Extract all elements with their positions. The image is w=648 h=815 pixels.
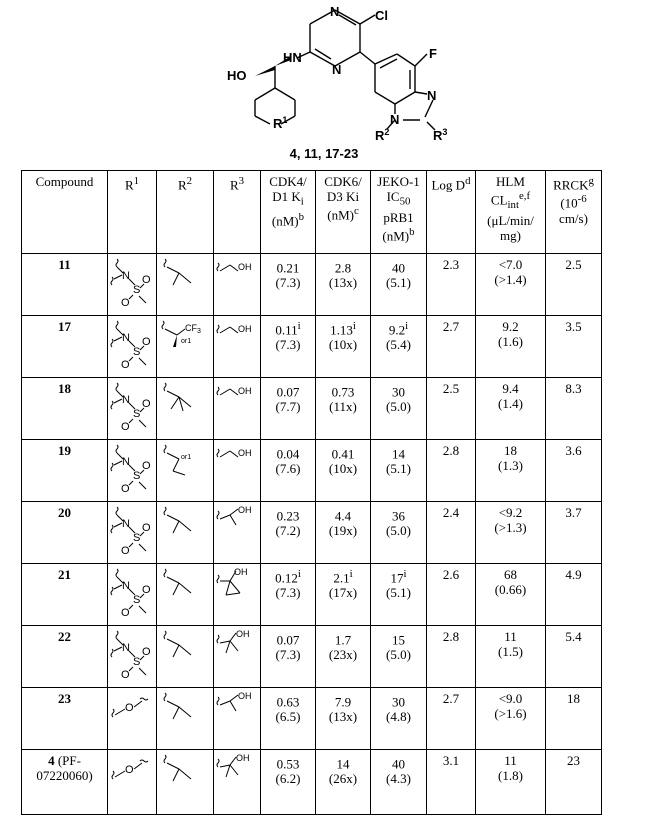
- sulfonamide-structure: [110, 319, 154, 375]
- ether-structure: [110, 691, 154, 731]
- header-hlm: HLM $CL_{int}^{e,f}$ (μL/min/ mg): [476, 171, 546, 254]
- cdk4-cell: 0.63 (6.5): [261, 688, 316, 750]
- fluoro-label: F: [429, 46, 437, 61]
- cdk4-cell: 0.11$^i$ (7.3): [261, 316, 316, 378]
- logd-cell: 2.3: [427, 254, 476, 316]
- r3-label: $R^3$: [433, 127, 448, 142]
- svg-text:O: O: [121, 297, 130, 309]
- compound-cell: 18: [22, 378, 108, 440]
- svg-text:N: N: [122, 394, 130, 406]
- svg-text:OH: OH: [238, 262, 252, 272]
- svg-text:O: O: [121, 421, 130, 433]
- logd-cell: 2.8: [427, 626, 476, 688]
- r2-label: $R^2$: [375, 127, 390, 142]
- svg-text:O: O: [121, 483, 130, 495]
- logd-cell: 2.8: [427, 440, 476, 502]
- jeko-cell: 17$^i$ (5.1): [371, 564, 427, 626]
- svg-text:O: O: [125, 702, 134, 714]
- svg-text:N: N: [122, 642, 130, 654]
- scaffold-structure: [215, 2, 455, 142]
- rrck-cell: 2.5: [546, 254, 602, 316]
- r2-cell: [157, 254, 214, 316]
- sulfonamide-structure: [110, 443, 154, 499]
- isopropyl-structure: [159, 567, 203, 603]
- cdk6-cell: 0.73 (11x): [316, 378, 371, 440]
- sulfonamide-structure: [110, 257, 154, 313]
- r1-cell: [108, 750, 157, 815]
- hlm-cell: 18 (1.3): [476, 440, 546, 502]
- svg-text:O: O: [142, 584, 151, 596]
- r1-cell: [108, 564, 157, 626]
- svg-text:O: O: [125, 764, 134, 776]
- rrck-cell: 3.6: [546, 440, 602, 502]
- r3-cell: [214, 626, 261, 688]
- table-row: [22, 254, 602, 316]
- svg-text:N: N: [122, 270, 130, 282]
- logd-cell: 2.7: [427, 688, 476, 750]
- svg-text:N: N: [122, 518, 130, 530]
- hydroxymethyl-structure: [216, 443, 258, 475]
- svg-text:O: O: [121, 669, 130, 681]
- hlm-cell: 9.4 (1.4): [476, 378, 546, 440]
- r3-cell: [214, 254, 261, 316]
- hlm-cell: 11 (1.8): [476, 750, 546, 815]
- isopropyl-structure: [159, 753, 203, 789]
- r2-cell: [157, 378, 214, 440]
- svg-text:S: S: [133, 408, 141, 420]
- svg-text:O: O: [121, 545, 130, 557]
- svg-text:OH: OH: [234, 567, 248, 577]
- svg-text:OH: OH: [238, 386, 252, 396]
- hydroxyethyl-structure: [216, 505, 258, 537]
- r2-cell: [157, 440, 214, 502]
- cdk6-cell: 2.1$^i$ (17x): [316, 564, 371, 626]
- rrck-cell: 3.5: [546, 316, 602, 378]
- isopropyl-structure: [159, 505, 203, 541]
- table-row: [22, 502, 602, 564]
- r1-cell: [108, 502, 157, 564]
- nh-label: HN: [283, 50, 302, 65]
- cdk4-cell: 0.23 (7.2): [261, 502, 316, 564]
- jeko-cell: 30 (5.0): [371, 378, 427, 440]
- compound-cell: 23: [22, 688, 108, 750]
- rrck-cell: 18: [546, 688, 602, 750]
- isopropyl-structure: [159, 691, 203, 727]
- hlm-cell: 11 (1.5): [476, 626, 546, 688]
- cdk6-cell: 14 (26x): [316, 750, 371, 815]
- r2-cell: [157, 502, 214, 564]
- r2-cell: [157, 564, 214, 626]
- r3-cell: [214, 378, 261, 440]
- sulfonamide-structure: [110, 567, 154, 623]
- cdk4-cell: 0.04 (7.6): [261, 440, 316, 502]
- rrck-cell: 5.4: [546, 626, 602, 688]
- cdk4-cell: 0.07 (7.7): [261, 378, 316, 440]
- compound-cell: 19: [22, 440, 108, 502]
- compound-cell: 22: [22, 626, 108, 688]
- header-logd: Log $D^d$: [427, 171, 476, 254]
- svg-text:S: S: [133, 656, 141, 668]
- svg-text:OH: OH: [238, 691, 252, 701]
- svg-text:S: S: [133, 532, 141, 544]
- svg-text:O: O: [142, 398, 151, 410]
- jeko-cell: 36 (5.0): [371, 502, 427, 564]
- header-compound: Compound: [22, 171, 108, 254]
- pyrimidine-n2-label: N: [332, 62, 342, 77]
- r3-cell: [214, 564, 261, 626]
- svg-text:N: N: [122, 580, 130, 592]
- r3-cell: [214, 440, 261, 502]
- logd-cell: 2.4: [427, 502, 476, 564]
- sulfonamide-structure: [110, 381, 154, 437]
- svg-text:OH: OH: [236, 629, 250, 639]
- r2-cell: [157, 316, 214, 378]
- r1-cell: [108, 440, 157, 502]
- sulfonamide-structure: [110, 505, 154, 561]
- svg-text:O: O: [121, 607, 130, 619]
- svg-text:CF3: $CF_3$: [185, 323, 201, 335]
- r2-cell: [157, 688, 214, 750]
- compound-cell: 21: [22, 564, 108, 626]
- rrck-cell: 3.7: [546, 502, 602, 564]
- cdk6-cell: 1.7 (23x): [316, 626, 371, 688]
- hydroxyisopropyl-structure: [216, 629, 258, 661]
- sar-table: [21, 170, 602, 815]
- svg-text:O: O: [121, 359, 130, 371]
- r1-cell: [108, 316, 157, 378]
- hydroxycyclopropyl-structure: [216, 567, 258, 607]
- chloro-label: Cl: [375, 8, 388, 23]
- header-r1: $R^1$: [108, 171, 157, 254]
- svg-text:N: N: [122, 456, 130, 468]
- imidazole-n1-label: N: [390, 112, 400, 127]
- compound-cell: 20: [22, 502, 108, 564]
- table-row: [22, 688, 602, 750]
- header-row: [22, 171, 602, 254]
- table-row: [22, 316, 602, 378]
- cdk6-cell: 0.41 (10x): [316, 440, 371, 502]
- rrck-cell: 23: [546, 750, 602, 815]
- header-r3: $R^3$: [214, 171, 261, 254]
- svg-text:O: O: [142, 336, 151, 348]
- figure-caption: 4, 11, 17-23: [289, 146, 359, 161]
- r1-cell: [108, 254, 157, 316]
- table-row: [22, 750, 602, 815]
- logd-cell: 2.5: [427, 378, 476, 440]
- header-cdk4: CDK4/ D1 $K_i$ (nM)$^b$: [261, 171, 316, 254]
- hlm-cell: 68 (0.66): [476, 564, 546, 626]
- jeko-cell: 40 (5.1): [371, 254, 427, 316]
- hydroxyethyl-structure: [216, 691, 258, 723]
- jeko-cell: 14 (5.1): [371, 440, 427, 502]
- rrck-cell: 4.9: [546, 564, 602, 626]
- r2-cell: [157, 626, 214, 688]
- svg-text:O: O: [142, 522, 151, 534]
- tert-butyl-structure: [159, 381, 203, 417]
- r1-cell: [108, 626, 157, 688]
- pyrimidine-n-label: N: [330, 4, 340, 19]
- r3-cell: [214, 316, 261, 378]
- cdk4-cell: 0.12$^i$ (7.3): [261, 564, 316, 626]
- svg-text:S: S: [133, 346, 141, 358]
- hlm-cell: <9.2 (>1.3): [476, 502, 546, 564]
- cdk6-cell: 1.13$^i$ (10x): [316, 316, 371, 378]
- jeko-cell: 40 (4.3): [371, 750, 427, 815]
- cdk4-cell: 0.07 (7.3): [261, 626, 316, 688]
- table-row: [22, 378, 602, 440]
- compound-cell: 17: [22, 316, 108, 378]
- svg-text:O: O: [142, 646, 151, 658]
- header-r2: $R^2$: [157, 171, 214, 254]
- header-rrck: RRCK$^g$ ($10^{-6}$ cm/s): [546, 171, 602, 254]
- logd-cell: 2.6: [427, 564, 476, 626]
- svg-text:OH: OH: [238, 324, 252, 334]
- svg-text:O: O: [142, 274, 151, 286]
- cdk4-cell: 0.21 (7.3): [261, 254, 316, 316]
- hlm-cell: <9.0 (>1.6): [476, 688, 546, 750]
- r3-cell: [214, 502, 261, 564]
- svg-text:S: S: [133, 470, 141, 482]
- header-jeko: JEKO-1 $IC_{50}$ pRB1 (nM)$^b$: [371, 171, 427, 254]
- header-cdk6: CDK6/ D3 Ki (nM)$^c$: [316, 171, 371, 254]
- hydroxymethyl-structure: [216, 257, 258, 289]
- r1-cell: [108, 688, 157, 750]
- svg-text:O: O: [142, 460, 151, 472]
- table-row: [22, 440, 602, 502]
- cdk4-cell: 0.53 (6.2): [261, 750, 316, 815]
- compound-cell: 11: [22, 254, 108, 316]
- svg-text:or1: or1: [181, 338, 192, 345]
- isopropyl-structure: [159, 629, 203, 665]
- ether-structure: [110, 753, 154, 793]
- compound-cell: 4 (PF-07220060): [22, 750, 108, 815]
- svg-text:OH: OH: [236, 753, 250, 763]
- svg-text:OH: OH: [238, 448, 252, 458]
- r3-cell: [214, 750, 261, 815]
- r2-cell: [157, 750, 214, 815]
- svg-text:N: N: [122, 332, 130, 344]
- cdk6-cell: 2.8 (13x): [316, 254, 371, 316]
- sec-butyl-structure: [159, 443, 203, 479]
- hlm-cell: <7.0 (>1.4): [476, 254, 546, 316]
- jeko-cell: 30 (4.8): [371, 688, 427, 750]
- svg-text:or1: or1: [181, 454, 192, 461]
- hlm-cell: 9.2 (1.6): [476, 316, 546, 378]
- hydroxymethyl-structure: [216, 319, 258, 351]
- isopropyl-structure: [159, 257, 203, 293]
- sulfonamide-structure: [110, 629, 154, 685]
- hydroxymethyl-structure: [216, 381, 258, 413]
- logd-cell: 2.7: [427, 316, 476, 378]
- jeko-cell: 9.2$^i$ (5.4): [371, 316, 427, 378]
- hydroxyl-label: HO: [227, 68, 247, 83]
- svg-text:OH: OH: [238, 505, 252, 515]
- imidazole-n-label: N: [427, 88, 437, 103]
- r1-cell: [108, 378, 157, 440]
- trifluoroisopropyl-structure: [159, 319, 211, 355]
- table-row: [22, 564, 602, 626]
- rrck-cell: 8.3: [546, 378, 602, 440]
- cdk6-cell: 7.9 (13x): [316, 688, 371, 750]
- svg-text:S: S: [133, 284, 141, 296]
- r1-label: $R^1$: [273, 115, 288, 131]
- r3-cell: [214, 688, 261, 750]
- svg-text:S: S: [133, 594, 141, 606]
- cdk6-cell: 4.4 (19x): [316, 502, 371, 564]
- table-row: [22, 626, 602, 688]
- logd-cell: 3.1: [427, 750, 476, 815]
- jeko-cell: 15 (5.0): [371, 626, 427, 688]
- hydroxyisopropyl-structure: [216, 753, 258, 785]
